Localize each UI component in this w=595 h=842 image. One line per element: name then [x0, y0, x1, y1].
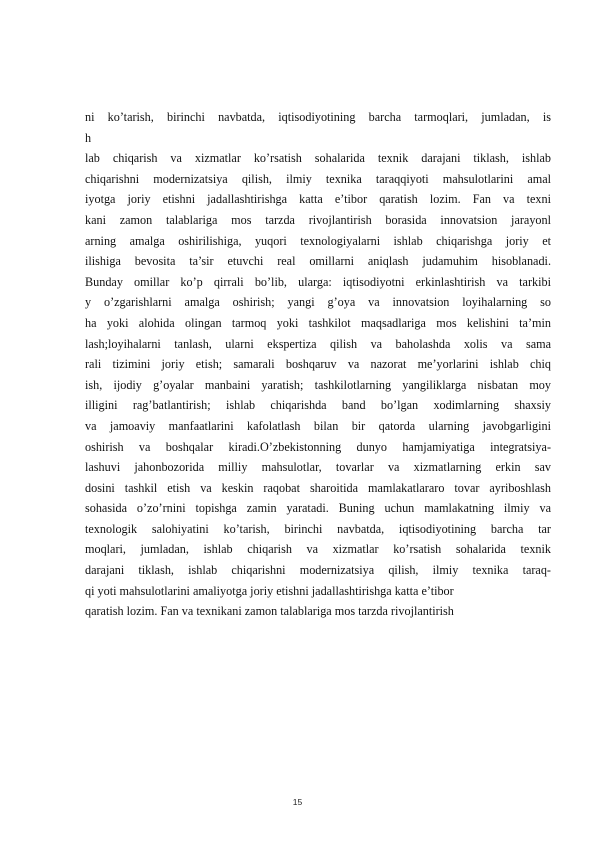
text-line: sohasida o’zo’rnini topishga zamin yaratadi. Buning uchun mamlakatning ilmiy va [85, 501, 551, 516]
text-line: dosini tashkil etish va keskin raqobat sharoitida mamlakatlararo tovar ayriboshlash [85, 480, 551, 495]
text-line: qaratish lozim. Fan va texnikani zamon talablariga mos tarzda rivojlantirish [85, 604, 454, 619]
text-line: oshirish va boshqalar kiradi.O’zbekistonning dunyo hamjamiyatiga integratsiya- [85, 439, 551, 454]
text-line: arning amalga oshirilishiga, yuqori texnologiyalarni ishlab chiqarishga joriy et [85, 233, 551, 248]
text-line: chiqarishni modernizatsiya qilish, ilmiy texnika taraqqiyoti mahsulotlarini amal [85, 171, 551, 186]
text-line: y o’zgarishlarni amalga oshirish; yangi g’oya va innovatsion loyihalarning so [85, 295, 551, 310]
text-line: lashuvi jahonbozorida milliy mahsulotlar, tovarlar va xizmatlarning erkin sav [85, 460, 551, 475]
text-line: moqlari, jumladan, ishlab chiqarish va xizmatlar ko’rsatish sohalarida texnik [85, 542, 551, 557]
text-line: Bunday omillar ko’p qirrali bo’lib, ularga: iqtisodiyotni erkinlashtirish va tarkibi [85, 274, 551, 289]
text-line: va jamoaviy manfaatlarini kafolatlash bilan bir qatorda ularning javobgarligini [85, 418, 551, 433]
text-line: rali tizimini joriy etish; samarali boshqaruv va nazorat me’yorlarini ishlab chiq [85, 357, 551, 372]
text-line: iyotga joriy etishni jadallashtirishga katta e’tibor qaratish lozim. Fan va texni [85, 192, 551, 207]
text-line: ha yoki alohida olingan tarmoq yoki tashkilot maqsadlariga mos kelishini ta’min [85, 315, 551, 330]
text-line: lash;loyihalarni tanlash, ularni ekspertiza qilish va baholashda xolis va sama [85, 336, 551, 351]
text-line: lab chiqarish va xizmatlar ko’rsatish sohalarida texnik darajani tiklash, ishlab [85, 151, 551, 166]
text-line: qi yoti mahsulotlarini amaliyotga joriy etishni jadallashtirishga katta e’tibor [85, 583, 454, 598]
text-line: h [85, 130, 92, 145]
text-line: illigini rag’batlantirish; ishlab chiqarishda band bo’lgan xodimlarning shaxsiy [85, 398, 551, 413]
text-line: ish, ijodiy g’oyalar manbaini yaratish; tashkilotlarning yangiliklarga nisbatan moy [85, 377, 551, 392]
text-line: darajani tiklash, ishlab chiqarishni modernizatsiya qilish, ilmiy texnika taraq- [85, 563, 551, 578]
text-line: ilishiga bevosita ta’sir etuvchi real omillarni aniqlash judamuhim hisoblanadi. [85, 254, 551, 269]
text-line: kani zamon talablariga mos tarzda rivojlantirish borasida innovatsion jarayonl [85, 212, 551, 227]
body-text [85, 107, 551, 622]
text-line: ni ko’tarish, birinchi navbatda, iqtisodiyotining barcha tarmoqlari, jumladan, is [85, 110, 551, 124]
page-number: 15 [292, 797, 303, 807]
text-line: texnologik salohiyatini ko’tarish, birinchi navbatda, iqtisodiyotining barcha tar [85, 521, 551, 536]
